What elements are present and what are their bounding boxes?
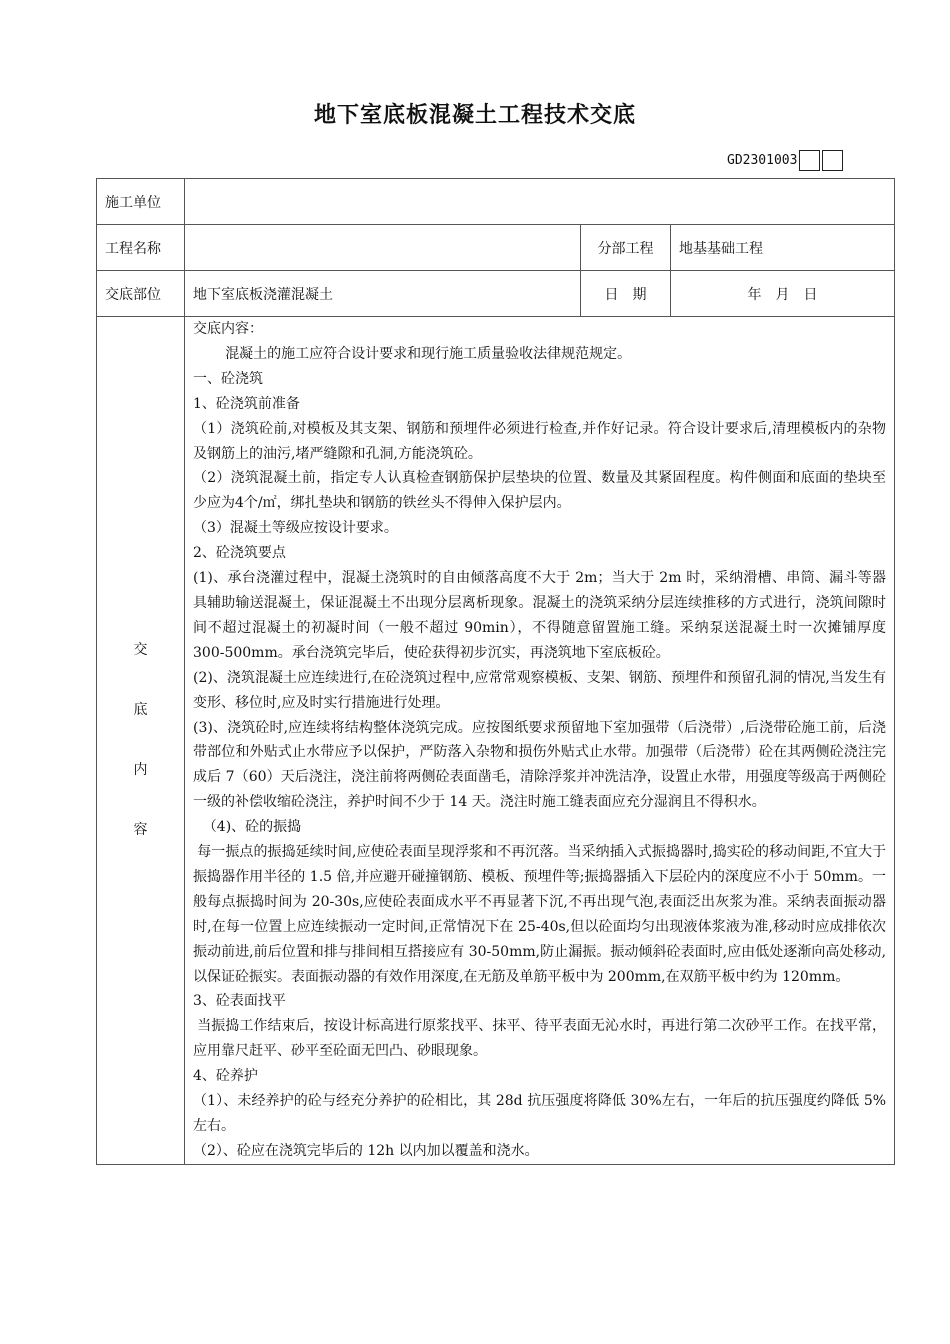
- content-paragraph: (1)、承台浇灌过程中，混凝土浇筑时的自由倾落高度不大于 2m；当大于 2m 时，采纳滑槽、串筒、漏斗等器具辅助输送混凝土，保证混凝土不出现分层离析现象。混凝土的浇筑采纳分层连续推移的方式进行，浇筑间隙时间不超过混凝土的初凝时间（一般不超过 90min），不得随意留置施工缝。采纳泵送混凝土时一次摊铺厚度 300-500mm。承台浇筑完毕后，使砼获得初步沉实，再浇筑地下室底板砼。: [193, 570, 887, 661]
- document-code: [727, 148, 843, 172]
- date-label: 日 期: [581, 271, 671, 317]
- content-paragraph: （1）、未经养护的砼与经充分养护的砼相比，其 28d 抗压强度将降低 30%左右，一年后的抗压强度约降低 5%左右。: [193, 1093, 887, 1134]
- content-paragraph: （3）混凝土等级应按设计要求。: [193, 520, 398, 537]
- date-value[interactable]: 年 月 日: [671, 271, 895, 317]
- part-label: 交底部位: [97, 271, 185, 317]
- content-paragraph: (3)、浇筑砼时,应连续将结构整体浇筑完成。应按图纸要求预留地下室加强带（后浇带）,后浇带砼施工前，后浇带部位和外贴式止水带应予以保护，严防落入杂物和损伤外贴式止水带。加强带（后浇带）砼在其两侧砼浇注完成后 7（60）天后浇注，浇注前将两侧砼表面凿毛，清除浮浆并冲洗洁净，设置止水带，用强度等级高于两侧砼一级的补偿收缩砼浇注，养护时间不少于 14 天。浇注时施工缝表面应充分湿润且不得积水。: [193, 719, 887, 811]
- division-label: 分部工程: [581, 225, 671, 271]
- content-paragraph: （2）浇筑混凝土前，指定专人认真检查钢筋保护层垫块的位置、数量及其紧固程度。构件侧面和底面的垫块至少应为4个/㎡，绑扎垫块和钢筋的铁丝头不得伸入保护层内。: [193, 470, 887, 512]
- subsection-heading: 4、砼养护: [193, 1068, 258, 1085]
- code-checkbox-2[interactable]: [822, 150, 843, 171]
- subsection-heading: 2、砼浇筑要点: [193, 545, 286, 562]
- content-heading: 交底内容：: [193, 321, 263, 337]
- content-paragraph: 当振捣工作结束后，按设计标高进行原浆找平、抹平、待平表面无沁水时，再进行第二次砂平工作。在找平常，应用靠尺赶平、砂平至砼面无凹凸、砂眼现象。: [193, 1018, 887, 1060]
- part-value[interactable]: 地下室底板浇灌混凝土: [185, 271, 581, 317]
- content-body: [185, 317, 895, 1165]
- disclosure-table: [96, 178, 895, 1165]
- division-value[interactable]: 地基基础工程: [671, 225, 895, 271]
- side-label-char: 容: [133, 822, 148, 839]
- side-label-char: 底: [133, 702, 148, 719]
- content-paragraph: （1）浇筑砼前,对模板及其支架、钢筋和预埋件必须进行检查,并作好记录。符合设计要求后,清理模板内的杂物及钢筋上的油污,堵严缝隙和孔洞,方能浇筑砼。: [193, 420, 887, 462]
- subsection-heading: （4)、砼的振捣: [202, 819, 302, 836]
- content-side-label: [97, 317, 185, 1165]
- section-heading: 一、砼浇筑: [193, 370, 263, 387]
- code-checkbox-1[interactable]: [799, 150, 820, 171]
- content-paragraph: 每一振点的振捣延续时间,应使砼表面呈现浮浆和不再沉落。当采纳插入式振捣器时,捣实砼的移动间距,不宜大于振捣器作用半径的 1.5 倍,并应避开碰撞钢筋、模板、预埋件等;振捣器插入下层砼内的深度应不小于 50mm。一般每点振捣时间为 20-30s,应使砼表面成水平不再显著下沉,不再出现气泡,表面泛出灰浆为准。采纳表面振动器时,在每一位置上应连续振动一定时间,正常情况下在 25-40s,但以砼面均匀出现液体浆液为准,移动时应成排依次振动前进,前后位置和排与排间相互搭接应有 30-50mm,防止漏振。振动倾斜砼表面时,应由低处逐渐向高处移动,以保证砼振实。表面振动器的有效作用深度,在无筋及单筋平板中为 200mm,在双筋平板中约为 120mm。: [193, 844, 887, 985]
- subsection-heading: 1、砼浇筑前准备: [193, 395, 300, 412]
- content-paragraph: 混凝土的施工应符合设计要求和现行施工质量验收法律规范规定。: [225, 345, 632, 362]
- side-label-char: 内: [133, 762, 148, 779]
- document-title: 地下室底板混凝土工程技术交底: [313, 103, 636, 128]
- content-paragraph: （2）、砼应在浇筑完毕后的 12h 以内加以覆盖和浇水。: [193, 1142, 539, 1159]
- subsection-heading: 3、砼表面找平: [193, 993, 286, 1010]
- document-code-text: GD2301003: [727, 152, 798, 168]
- unit-value[interactable]: [185, 179, 895, 225]
- project-value[interactable]: [185, 225, 581, 271]
- unit-label: 施工单位: [97, 179, 185, 225]
- content-paragraph: (2)、浇筑混凝土应连续进行,在砼浇筑过程中,应常常观察模板、支架、钢筋、预埋件和预留孔洞的情况,当发生有变形、移位时,应及时实行措施进行处理。: [193, 669, 887, 711]
- project-label: 工程名称: [97, 225, 185, 271]
- side-label-char: 交: [133, 642, 148, 659]
